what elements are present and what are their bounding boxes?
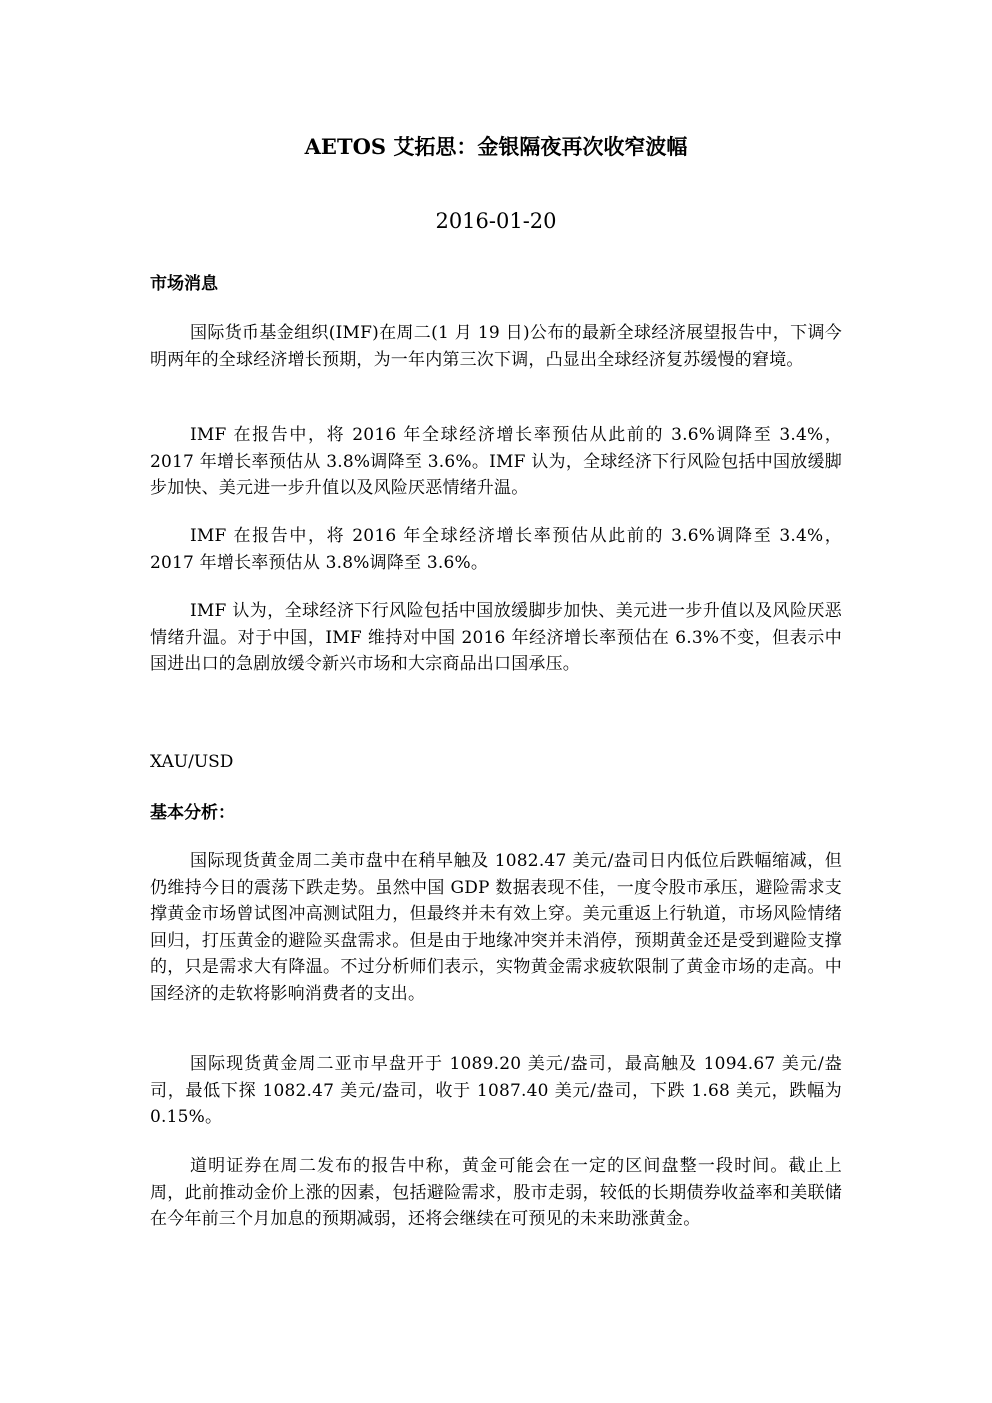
symbol-label: XAU/USD [150,752,234,772]
document-title: AETOS 艾拓思：金银隔夜再次收窄波幅 [304,134,688,159]
paragraph-market-1: 国际货币基金组织(IMF)在周二(1 月 19 日)公布的最新全球经济展望报告中，下调今明两年的全球经济增长预期，为一年内第三次下调，凸显出全球经济复苏缓慢的窘境。 [150,323,842,370]
paragraph-market-2: IMF 在报告中，将 2016 年全球经济增长率预估从此前的 3.6%调降至 3.4%，2017 年增长率预估从 3.8%调降至 3.6%。IMF 认为，全球经济下行风险包括中国放缓脚步加快、美元进一步升值以及风险厌恶情绪升温。 [150,425,842,498]
section-heading-fundamental-analysis: 基本分析： [150,803,235,823]
paragraph-analysis-2: 国际现货黄金周二亚市早盘开于 1089.20 美元/盎司，最高触及 1094.67 美元/盎司，最低下探 1082.47 美元/盎司，收于 1087.40 美元/盎司，下跌 1.68 美元，跌幅为 0.15%。 [150,1054,842,1127]
paragraph-market-4: IMF 认为，全球经济下行风险包括中国放缓脚步加快、美元进一步升值以及风险厌恶情绪升温。对于中国，IMF 维持对中国 2016 年经济增长率预估在 6.3%不变，但表示中国进出口的急剧放缓令新兴市场和大宗商品出口国承压。 [150,601,842,674]
document-date: 2016-01-20 [435,209,557,233]
paragraph-analysis-1: 国际现货黄金周二美市盘中在稍早触及 1082.47 美元/盎司日内低位后跌幅缩减，但仍维持今日的震荡下跌走势。虽然中国 GDP 数据表现不佳，一度令股市承压，避险需求支撑黄金市场曾试图冲高测试阻力，但最终并未有效上穿。美元重返上行轨道，市场风险情绪回归，打压黄金的避险买盘需求。但是由于地缘冲突并未消停，预期黄金还是受到避险支撑的，只是需求大有降温。不过分析师们表示，实物黄金需求疲软限制了黄金市场的走高。中国经济的走软将影响消费者的支出。 [150,851,842,1004]
paragraph-market-3: IMF 在报告中，将 2016 年全球经济增长率预估从此前的 3.6%调降至 3.4%，2017 年增长率预估从 3.8%调降至 3.6%。 [150,526,842,573]
paragraph-analysis-3: 道明证券在周二发布的报告中称，黄金可能会在一定的区间盘整一段时间。截止上周，此前推动金价上涨的因素，包括避险需求，股市走弱，较低的长期债券收益率和美联储在今年前三个月加息的预期减弱，还将会继续在可预见的未来助涨黄金。 [150,1156,842,1229]
section-heading-market-news: 市场消息 [150,274,218,294]
